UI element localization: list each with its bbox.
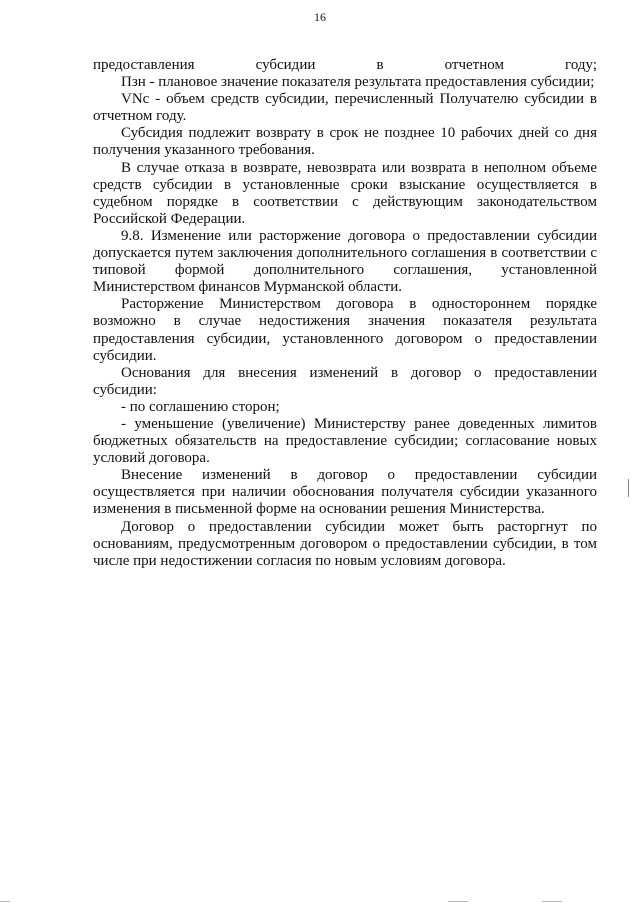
document-body [93, 57, 597, 570]
paragraph-change-grounds: Основания для внесения изменений в договор о предоставлении субсидии: [93, 364, 597, 398]
paragraph-contract-termination: Договор о предоставлении субсидии может быть расторгнут по основаниям, предусмотренным договором о предоставлении субсидии, в том числе при недостижении согласия по новым условиям договора. [93, 518, 597, 569]
scan-margin-mark [628, 479, 629, 497]
paragraph-change-procedure: Внесение изменений в договор о предоставлении субсидии осуществляется при наличии обоснования получателя субсидии указанного изменения в письменной форме на основании решения Министерства. [93, 467, 597, 518]
paragraph-refund-deadline: Субсидия подлежит возврату в срок не позднее 10 рабочих дней со дня получения указанного требования. [93, 125, 597, 159]
paragraph-9-8-contract-change: 9.8. Изменение или расторжение договора о предоставлении субсидии допускается путем заключения дополнительного соглашения в соответствии с типовой формой дополнительного соглашения, установленной Министерством финансов Мурманской области. [93, 227, 597, 296]
page-number: 16 [314, 10, 326, 24]
paragraph-vns-definition: VNс - объем средств субсидии, перечисленный Получателю субсидии в отчетном году. [93, 91, 597, 125]
paragraph-unilateral-termination: Расторжение Министерством договора в одностороннем порядке возможно в случае недостижения значения показателя результата предоставления субсидии, установленного договором о предоставлении субсидии. [93, 296, 597, 364]
paragraph-pzn-definition: Пзн - плановое значение показателя результата предоставления субсидии; [121, 74, 595, 91]
list-item-limits-change: - уменьшение (увеличение) Министерству ранее доведенных лимитов бюджетных обязательств на предоставление субсидии; согласование новых условий договора. [93, 415, 597, 467]
paragraph-continuation: предоставления субсидии в отчетном году; [93, 57, 597, 73]
scan-edge-mark-center [448, 901, 468, 902]
scan-edge-mark-left [0, 901, 10, 902]
paragraph-refund-refusal: В случае отказа в возврате, невозврата или возврата в неполном объеме средств субсидии в установленные сроки взыскание осуществляется в судебном порядке в соответствии с действующим законодательством Российской Федерации. [93, 159, 597, 227]
list-item-mutual-agreement: - по соглашению сторон; [121, 398, 280, 415]
scan-edge-mark-right [542, 901, 562, 902]
